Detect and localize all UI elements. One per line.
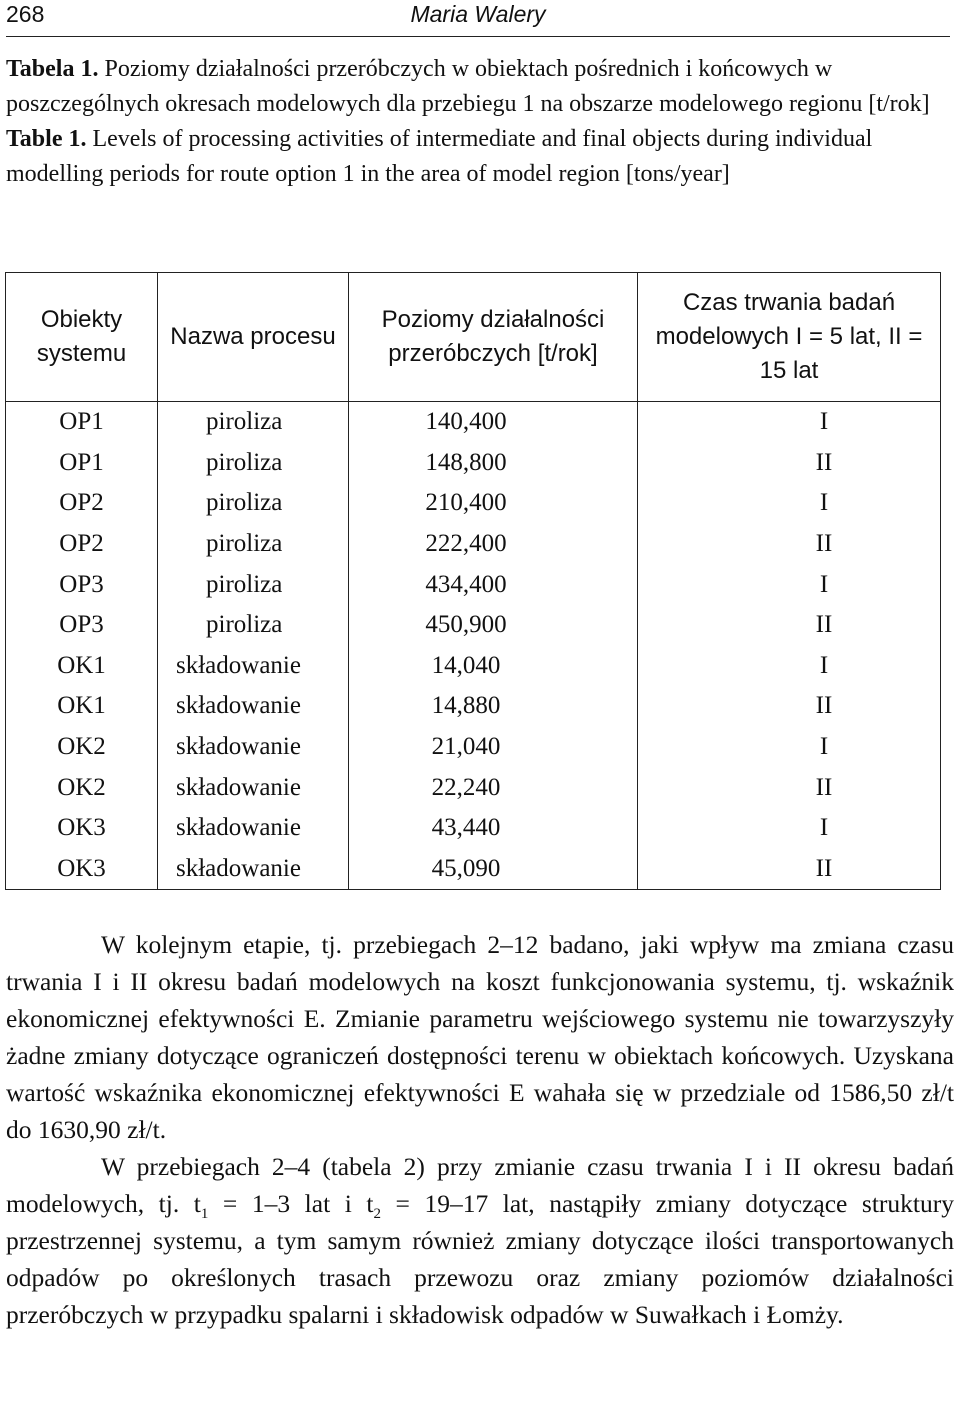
cell-level: 14,040 [349, 646, 638, 687]
cell-process: składowanie [158, 686, 349, 727]
running-author: Maria Walery [410, 1, 546, 27]
cell-period: I [638, 483, 941, 524]
caption-english [6, 122, 954, 192]
table-row [6, 605, 941, 646]
cell-process: piroliza [158, 605, 349, 646]
caption-label-en: Table 1. [6, 126, 87, 152]
cell-period: I [638, 808, 941, 849]
paragraph-2-part-a: W przebiegach 2–4 (tabela 2) przy zmianie czasu trwania I i II okresu badań modelowych, tj. t [6, 1152, 954, 1218]
cell-object: OK3 [6, 849, 158, 890]
cell-period: II [638, 524, 941, 565]
header-nazwa: Nazwa procesu [158, 273, 349, 402]
table-row [6, 646, 941, 687]
header-poziomy: Poziomy działalności przeróbczych [t/rok] [349, 273, 638, 402]
subscript-2: 2 [373, 1206, 381, 1223]
header-czas: Czas trwania badań modelowych I = 5 lat, II = 15 lat [638, 273, 941, 402]
caption-text-en: Levels of processing activities of intermediate and final objects during individual modelling periods for route option 1 in the area of model region [tons/year] [6, 126, 873, 187]
paragraph-2-part-b: = 1–3 lat i t [208, 1189, 374, 1218]
cell-object: OP3 [6, 605, 158, 646]
paragraph-1: W kolejnym etapie, tj. przebiegach 2–12 badano, jaki wpływ ma zmiana czasu trwania I i II okresu badań modelowych na koszt funkcjonowania systemu, tj. wskaźnik ekonomicznej efektywności E. Zmianie parametru wejściowego systemu nie towarzyszyły żadne zmiany dotyczące ograniczeń dostępności terenu w obiektach końcowych. Uzyskana wartość wskaźnika ekonomicznej efektywności E wahała się w przedziale od 1586,50 zł/t do 1630,90 zł/t. [6, 930, 954, 1144]
table-row [6, 849, 941, 890]
table-row [6, 808, 941, 849]
data-table [5, 272, 941, 890]
cell-process: piroliza [158, 483, 349, 524]
cell-object: OK1 [6, 646, 158, 687]
table-caption [6, 52, 954, 192]
cell-level: 21,040 [349, 727, 638, 768]
cell-object: OK2 [6, 727, 158, 768]
cell-level: 222,400 [349, 524, 638, 565]
table-row [6, 727, 941, 768]
table-row [6, 443, 941, 484]
cell-process: składowanie [158, 767, 349, 808]
cell-period: I [638, 402, 941, 443]
caption-polish [6, 52, 954, 122]
cell-period: II [638, 849, 941, 890]
cell-level: 43,440 [349, 808, 638, 849]
caption-label-pl: Tabela 1. [6, 56, 99, 82]
cell-level: 14,880 [349, 686, 638, 727]
table-row [6, 483, 941, 524]
cell-period: II [638, 686, 941, 727]
cell-object: OP2 [6, 483, 158, 524]
cell-level: 434,400 [349, 564, 638, 605]
page-number: 268 [6, 1, 45, 27]
cell-object: OK1 [6, 686, 158, 727]
cell-period: II [638, 605, 941, 646]
cell-object: OP2 [6, 524, 158, 565]
table-row [6, 524, 941, 565]
cell-period: I [638, 646, 941, 687]
cell-object: OK3 [6, 808, 158, 849]
cell-level: 45,090 [349, 849, 638, 890]
cell-process: piroliza [158, 402, 349, 443]
cell-process: składowanie [158, 727, 349, 768]
cell-period: II [638, 443, 941, 484]
cell-process: piroliza [158, 564, 349, 605]
cell-process: składowanie [158, 808, 349, 849]
cell-process: piroliza [158, 524, 349, 565]
cell-object: OK2 [6, 767, 158, 808]
cell-process: składowanie [158, 646, 349, 687]
table-row [6, 686, 941, 727]
table-row [6, 767, 941, 808]
cell-process: składowanie [158, 849, 349, 890]
caption-text-pl: Poziomy działalności przeróbczych w obiektach pośrednich i końcowych w poszczególnych okresach modelowych dla przebiegu 1 na obszarze modelowego regionu [t/rok] [6, 56, 930, 117]
cell-level: 140,400 [349, 402, 638, 443]
table-header-row [6, 273, 941, 402]
running-header [6, 0, 950, 37]
table-row [6, 402, 941, 443]
cell-level: 148,800 [349, 443, 638, 484]
subscript-1: 1 [200, 1206, 209, 1223]
header-obiekty: Obiekty systemu [6, 273, 158, 402]
cell-level: 22,240 [349, 767, 638, 808]
cell-object: OP3 [6, 564, 158, 605]
cell-period: I [638, 564, 941, 605]
cell-object: OP1 [6, 402, 158, 443]
paragraph-2-part-c: = 19–17 lat, nastąpiły zmiany dotyczące struktury przestrzennej systemu, a tym samym również zmiany dotyczące ilości transportowanych odpadów po określonych trasach przewozu oraz zmiany poziomów działalności przeróbczych w przypadku spalarni i składowisk odpadów w Suwałkach i Łomży. [6, 1189, 954, 1329]
table-row [6, 564, 941, 605]
cell-period: I [638, 727, 941, 768]
cell-period: II [638, 767, 941, 808]
cell-object: OP1 [6, 443, 158, 484]
paragraph-2 [6, 1148, 954, 1333]
cell-level: 450,900 [349, 605, 638, 646]
table-body [6, 402, 941, 890]
cell-level: 210,400 [349, 483, 638, 524]
body-text [6, 926, 954, 1333]
cell-process: piroliza [158, 443, 349, 484]
